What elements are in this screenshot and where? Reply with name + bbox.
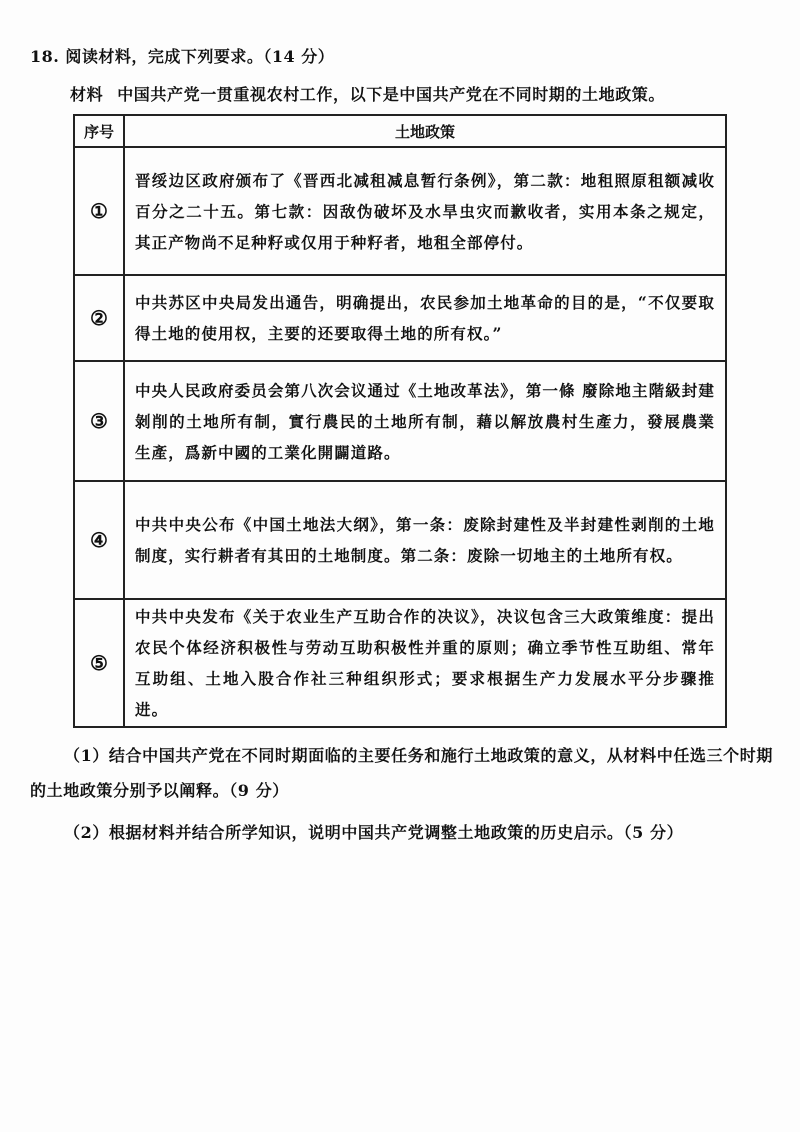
policy-text: 晋绥边区政府颁布了《晋西北减租减息暂行条例》，第二款：地租照原租额减收百分之二十五。第七款：因敌伪破坏及水旱虫灾而歉收者，实用本条之规定，其正产物尚不足种籽或仅用于种籽者，地租全部停付。 [124,147,726,275]
sub-question-2: （2）根据材料并结合所学知识，说明中国共产党调整土地政策的历史启示。（5 分） [64,823,684,842]
header-number: 序号 [74,115,124,147]
question-title: 18. 阅读材料，完成下列要求。（14 分） [30,47,335,66]
table-row [74,599,726,727]
row-number: ② [74,275,124,361]
policy-text: 中共苏区中央局发出通告，明确提出，农民参加土地革命的目的是，“不仅要取得土地的使用权，主要的还要取得土地的所有权。” [124,275,726,361]
land-policy-table [73,114,727,728]
row-number: ③ [74,361,124,481]
row-number: ④ [74,481,124,599]
table-row [74,481,726,599]
table-row [74,147,726,275]
material-intro: 中国共产党一贯重视农村工作，以下是中国共产党在不同时期的土地政策。 [117,85,666,104]
policy-text: 中央人民政府委员会第八次会议通过《土地改革法》，第一條 廢除地主階級封建剝削的土地所有制，實行農民的土地所有制，藉以解放農村生產力，發展農業生產，爲新中國的工業化開闢道路。 [124,361,726,481]
policy-text: 中共中央发布《关于农业生产互助合作的决议》，决议包含三大政策维度：提出农民个体经济积极性与劳动互助积极性并重的原则；确立季节性互助组、常年互助组、土地入股合作社三种组织形式；要求根据生产力发展水平分步骤推进。 [124,599,726,727]
policy-text: 中共中央公布《中国土地法大纲》，第一条：废除封建性及半封建性剥削的土地制度，实行耕者有其田的土地制度。第二条：废除一切地主的土地所有权。 [124,481,726,599]
row-number: ⑤ [74,599,124,727]
table-row [74,275,726,361]
table-row [74,361,726,481]
header-policy: 土地政策 [124,115,726,147]
material-label: 材料 [70,85,104,104]
table-header-row [74,115,726,147]
material-intro-line [70,82,665,105]
sub-question-1: （1）结合中国共产党在不同时期面临的主要任务和施行土地政策的意义，从材料中任选三个时期的土地政策分别予以阐释。（9 分） [30,746,773,800]
row-number: ① [74,147,124,275]
